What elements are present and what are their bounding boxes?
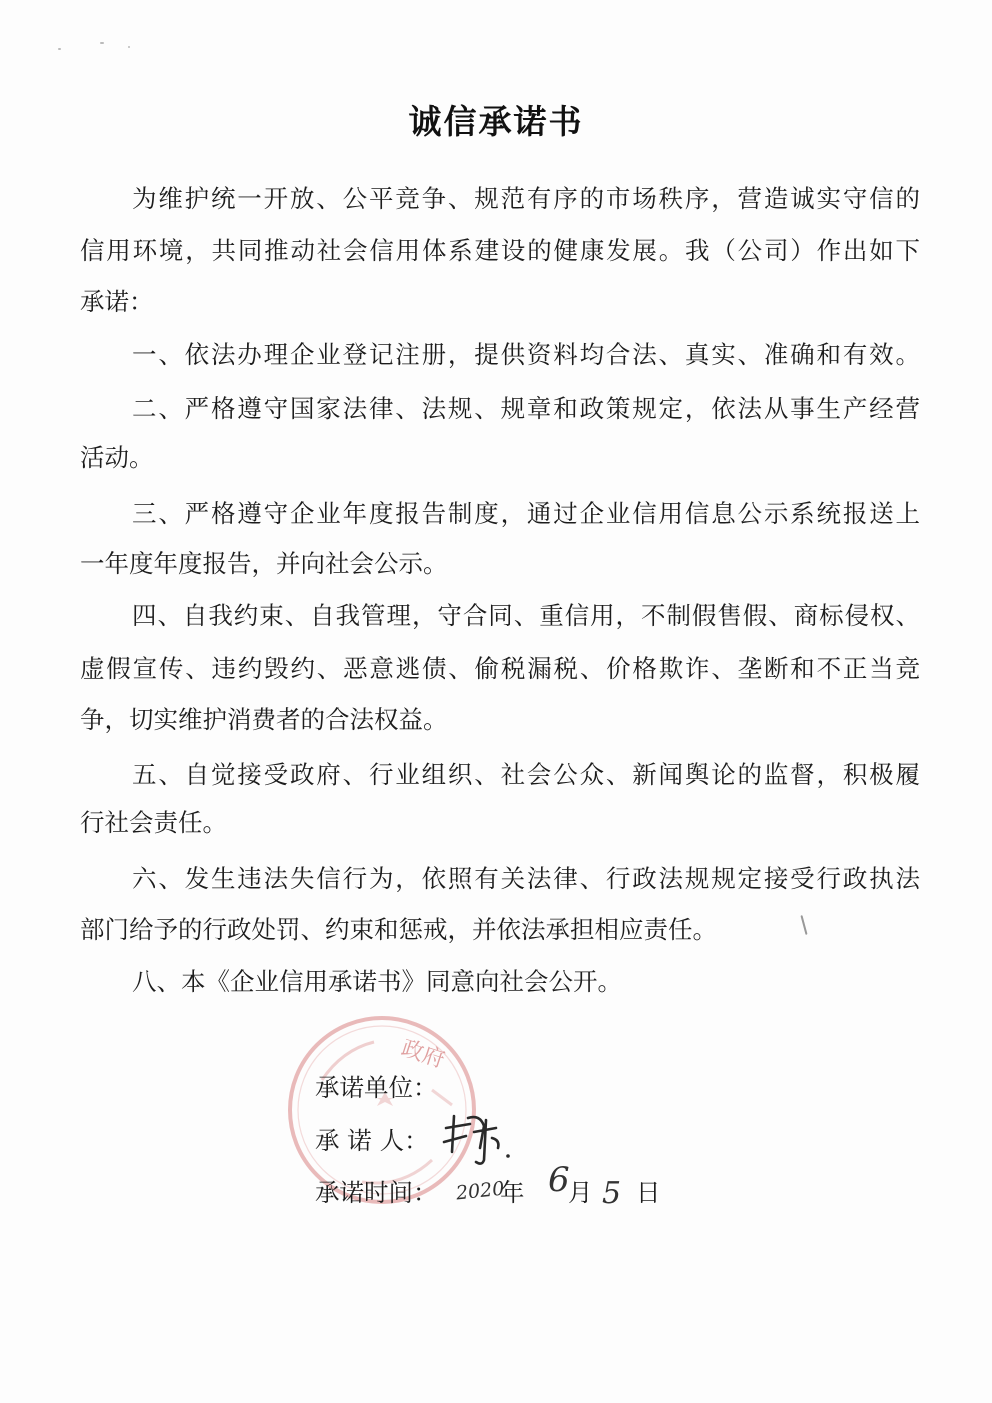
- year-unit: 年: [500, 1178, 525, 1207]
- seal-text: 政府: [398, 1035, 448, 1074]
- scan-mark: [800, 915, 807, 935]
- person-label: 承 诺 人：: [315, 1126, 429, 1155]
- commitment-item-cont: 争，切实维护消费者的合法权益。: [80, 705, 448, 734]
- day-unit: 日: [636, 1178, 661, 1207]
- commitment-item-cont: 虚假宣传、违约毁约、恶意逃债、偷税漏税、价格欺诈、垄断和不正当竞: [80, 654, 920, 683]
- body-line: 承诺：: [80, 287, 154, 316]
- commitment-item-cont: 活动。: [80, 443, 154, 472]
- handwritten-month: 6: [548, 1160, 570, 1200]
- commitment-item: 四、自我约束、自我管理，守合同、重信用，不制假售假、商标侵权、: [132, 601, 920, 630]
- scan-speck: [58, 48, 61, 50]
- unit-label: 承诺单位：: [315, 1073, 438, 1102]
- commitment-item-cont: 一年度年度报告，并向社会公示。: [80, 549, 448, 578]
- commitment-item-cont: 部门给予的行政处罚、约束和惩戒，并依法承担相应责任。: [80, 915, 717, 944]
- commitment-item-cont: 行社会责任。: [80, 808, 227, 837]
- commitment-item: 二、严格遵守国家法律、法规、规章和政策规定，依法从事生产经营: [132, 394, 920, 423]
- document-title: 诚信承诺书: [408, 102, 584, 141]
- commitment-item: 六、发生违法失信行为，依照有关法律、行政法规规定接受行政执法: [132, 864, 920, 893]
- scan-speck: [100, 42, 104, 44]
- commitment-item: 八、本《企业信用承诺书》同意向社会公开。: [132, 967, 622, 996]
- commitment-item: 三、严格遵守企业年度报告制度，通过企业信用信息公示系统报送上: [132, 499, 920, 528]
- scan-speck: [128, 46, 130, 48]
- commitment-item: 一、依法办理企业登记注册，提供资料均合法、真实、准确和有效。: [132, 340, 920, 369]
- date-label: 承诺时间：: [315, 1178, 438, 1207]
- month-unit: 月: [568, 1178, 593, 1207]
- commitment-item: 五、自觉接受政府、行业组织、社会公众、新闻舆论的监督，积极履: [132, 760, 920, 789]
- handwritten-year: 2020: [454, 1177, 506, 1205]
- handwritten-day: 5: [602, 1176, 622, 1211]
- body-line: 信用环境，共同推动社会信用体系建设的健康发展。我（公司）作出如下: [80, 236, 920, 265]
- handwritten-signature: [440, 1108, 520, 1168]
- body-line: 为维护统一开放、公平竞争、规范有序的市场秩序，营造诚实守信的: [132, 184, 920, 213]
